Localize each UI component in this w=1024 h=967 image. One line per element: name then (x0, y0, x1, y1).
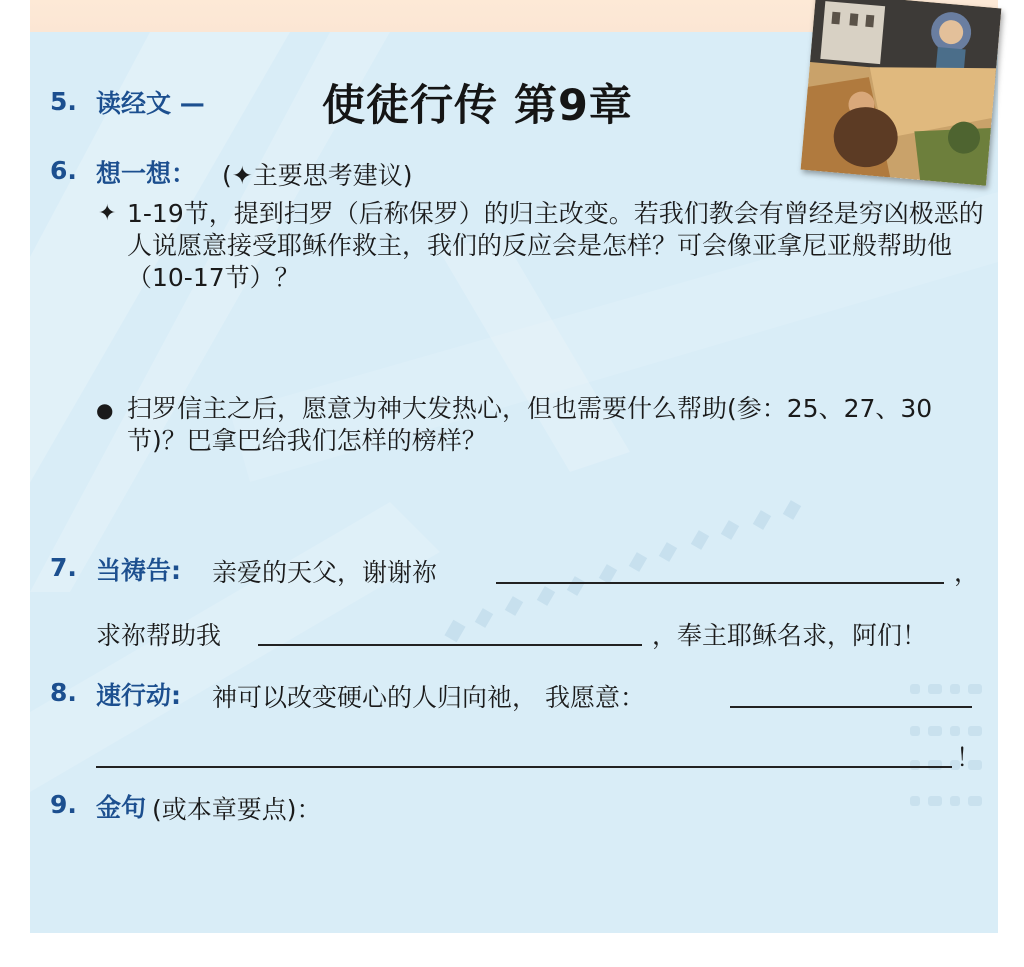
section-9-number: 9. (50, 790, 77, 819)
section-9-label: 金句 (96, 793, 147, 822)
prayer-blank-1[interactable] (496, 582, 944, 584)
section-6-number: 6. (50, 156, 77, 185)
dot-bullet-icon: ● (96, 398, 114, 422)
question-2-text: 扫罗信主之后，愿意为神大发热心，但也需要什么帮助(参：25、27、30节)？巴拿巴给我们怎样的榜样？ (127, 394, 933, 455)
section-6-note: (✦主要思考建议) (222, 161, 413, 190)
section-5-number: 5. (50, 87, 77, 116)
prayer-line-1-text: 亲爱的天父，谢谢祢 (212, 558, 438, 587)
section-6-label: 想一想： (96, 159, 197, 188)
section-7-number: 7. (50, 553, 77, 582)
prayer-line-2-end: ，奉主耶稣名求，阿们！ (652, 621, 928, 650)
action-blank-1[interactable] (730, 706, 972, 708)
prayer-line-1-end: ， (954, 558, 980, 587)
section-8-number: 8. (50, 678, 77, 707)
prayer-line-2-text: 求祢帮助我 (96, 621, 222, 650)
action-end: ！ (956, 743, 982, 772)
conversion-of-saul-illustration (801, 0, 1002, 186)
section-7-label: 当祷告: (96, 556, 181, 585)
question-1-text: 1-19节，提到扫罗（后称保罗）的归主改变。若我们教会有曾经是穷凶极恶的人说愿意接受耶稣作救主，我们的反应会是怎样？可会像亚拿尼亚般帮助他（10-17节）？ (127, 199, 984, 292)
action-text: 神可以改变硬心的人归向祂， 我愿意： (212, 683, 645, 712)
section-8-label: 速行动: (96, 681, 181, 710)
section-5-label: 读经文 — (96, 89, 205, 118)
action-blank-2[interactable] (96, 766, 952, 768)
star-bullet-icon: ✦ (98, 201, 117, 226)
prayer-blank-2[interactable] (258, 644, 642, 646)
chapter-title: 使徒行传 第9章 (322, 81, 633, 131)
section-9-note: (或本章要点)： (152, 795, 322, 824)
